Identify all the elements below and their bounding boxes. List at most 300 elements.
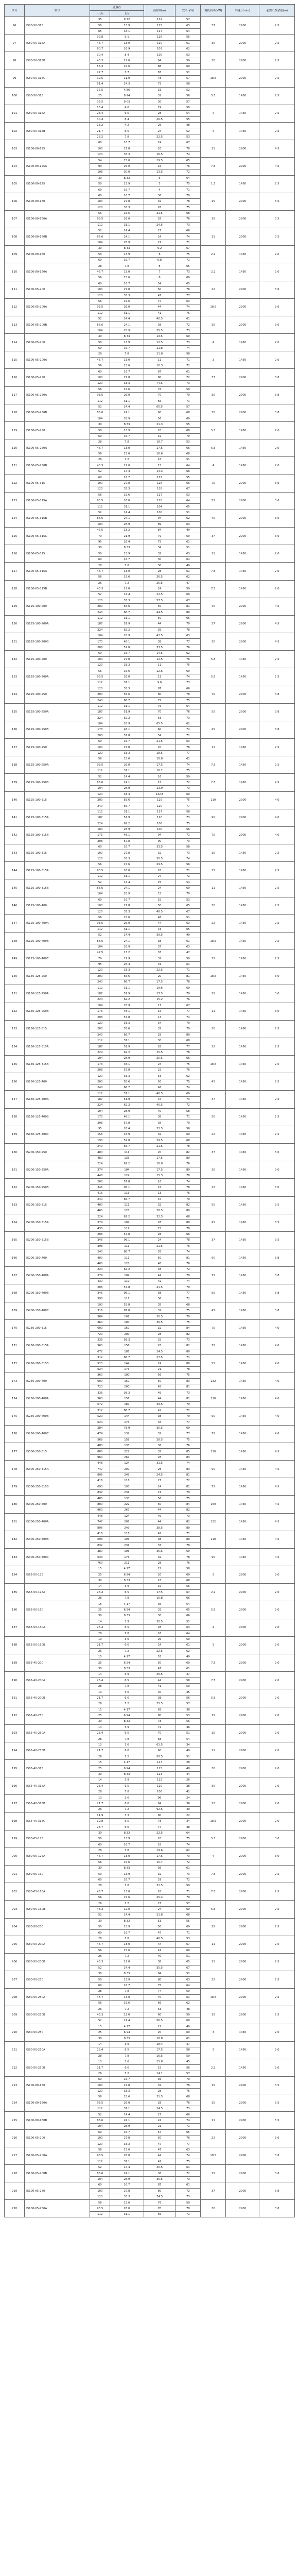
table-row	[5, 228, 295, 234]
efficiency-cell: 64	[175, 1830, 201, 1836]
head-cell: 21.5	[144, 1144, 175, 1149]
table-row	[5, 879, 295, 885]
pump-model: IS65-40-315A	[25, 1777, 90, 1795]
head-cell: 18.8	[144, 756, 175, 762]
flow-m3h-cell: 374	[90, 1273, 110, 1278]
flow-ls-cell: 3.9	[110, 1619, 144, 1624]
head-cell: 25.5	[144, 1056, 175, 1061]
efficiency-cell: 79	[175, 991, 201, 996]
speed-cell: 2900	[226, 369, 259, 386]
head-cell: 38	[144, 1290, 175, 1296]
npsh-cell: 2.0	[259, 1619, 295, 1636]
flow-m3h-cell: 374	[90, 1167, 110, 1173]
flow-m3h-cell: 30	[90, 175, 110, 181]
table-row	[5, 844, 295, 850]
flow-ls-cell: 7.2	[110, 2006, 144, 2012]
npsh-cell: 4.5	[259, 140, 295, 158]
flow-m3h-cell: 104	[90, 891, 110, 897]
efficiency-cell: 63	[175, 2147, 201, 2153]
flow-ls-cell: 26.4	[110, 961, 144, 967]
head-cell: 24	[144, 1238, 175, 1243]
speed-cell: 1450	[226, 968, 259, 985]
npsh-cell: 3.5	[259, 1196, 295, 1214]
head-cell: 28	[144, 1454, 175, 1460]
flow-m3h-cell: 21.7	[90, 128, 110, 134]
flow-m3h-cell: 336	[90, 1337, 110, 1343]
head-cell: 117	[144, 809, 175, 815]
efficiency-cell: 56	[175, 93, 201, 99]
efficiency-cell: 72	[175, 1103, 201, 1108]
table-row	[5, 2112, 295, 2117]
efficiency-cell: 75	[175, 1079, 201, 1084]
efficiency-cell: 74	[175, 345, 201, 351]
flow-m3h-cell: 30	[90, 1830, 110, 1836]
flow-m3h-cell: 112	[90, 504, 110, 510]
speed-cell: 2900	[226, 633, 259, 651]
flow-ls-cell: 7.8	[110, 1936, 144, 1941]
flow-ls-cell: 24.1	[110, 234, 144, 240]
flow-ls-cell: 6.94	[110, 2029, 144, 2035]
flow-ls-cell: 267	[110, 1454, 144, 1460]
flow-m3h-cell: 60	[90, 897, 110, 903]
flow-m3h-cell: 32.5	[90, 99, 110, 105]
head-cell: 32	[144, 93, 175, 99]
flow-ls-cell: 66.7	[110, 1249, 144, 1255]
table-row	[5, 2129, 295, 2135]
head-cell: 46	[144, 1085, 175, 1091]
efficiency-cell: 75	[175, 2159, 201, 2164]
pump-model: IS100-80-125	[25, 140, 90, 158]
head-cell: 29	[144, 105, 175, 110]
head-cell: 27	[144, 1901, 175, 1906]
pump-number: 179	[5, 1478, 25, 1496]
flow-m3h-cell: 60	[90, 739, 110, 744]
pump-model: IS80-50-250	[25, 1971, 90, 1989]
flow-m3h-cell: 14	[90, 1724, 110, 1730]
efficiency-cell: 73	[175, 340, 201, 345]
efficiency-cell: 62	[175, 1848, 201, 1853]
efficiency-cell: 67	[175, 1942, 201, 1947]
efficiency-cell: 73	[175, 1871, 201, 1877]
efficiency-cell: 83	[175, 1378, 201, 1384]
flow-ls-cell: 18.1	[110, 28, 144, 34]
flow-ls-cell: 26.0	[110, 393, 144, 398]
flow-m3h-cell: 26	[90, 580, 110, 586]
pump-number: 119	[5, 421, 25, 439]
npsh-cell: 2.5	[259, 175, 295, 193]
speed-cell: 1450	[226, 950, 259, 968]
speed-cell: 2900	[226, 1672, 259, 1689]
head-cell: 13.5	[144, 334, 175, 340]
motor-power-cell: 11	[201, 1936, 226, 1953]
pump-model: IS100-65-315C	[25, 527, 90, 545]
table-row	[5, 1971, 295, 1977]
flow-ls-cell: 14.4	[110, 2112, 144, 2117]
pump-model: IS80-50-250	[25, 2024, 90, 2041]
flow-ls-cell: 132	[110, 1431, 144, 1437]
flow-m3h-cell: 158	[90, 1132, 110, 1138]
npsh-cell: 3.5	[259, 193, 295, 210]
pump-model: IS65-50-160B	[25, 1636, 90, 1654]
flow-m3h-cell: 104	[90, 944, 110, 950]
head-cell: 27	[144, 2112, 175, 2117]
flow-m3h-cell: 47.5	[90, 950, 110, 956]
table-row	[5, 774, 295, 779]
flow-m3h-cell: 832	[90, 1490, 110, 1496]
motor-power-cell: 11	[201, 140, 226, 158]
speed-cell: 1450	[226, 1355, 259, 1372]
flow-m3h-cell: 15	[90, 1654, 110, 1659]
pump-number: 116	[5, 369, 25, 386]
efficiency-cell: 75	[175, 662, 201, 668]
motor-power-cell: 75	[201, 1267, 226, 1284]
head-cell: 60	[144, 727, 175, 733]
npsh-cell: 2.5	[259, 1126, 295, 1143]
motor-power-cell: 22	[201, 281, 226, 298]
npsh-cell: 3.5	[259, 2112, 295, 2129]
head-cell: 30.5	[144, 1314, 175, 1319]
head-cell: 15.8	[144, 2059, 175, 2064]
flow-ls-cell: 28.9	[110, 944, 144, 950]
flow-m3h-cell: 430	[90, 1226, 110, 1231]
head-cell: 44	[144, 304, 175, 310]
head-cell: 63	[144, 2006, 175, 2012]
table-row	[5, 633, 295, 639]
flow-ls-cell: 6.0	[110, 1695, 144, 1701]
flow-ls-cell: 7.2	[110, 1648, 144, 1654]
flow-m3h-cell: 747	[90, 1519, 110, 1525]
efficiency-cell: 58	[175, 809, 201, 815]
head-cell: 28	[144, 2088, 175, 2094]
head-cell: 27	[144, 228, 175, 234]
efficiency-cell: 54	[175, 111, 201, 116]
table-row	[5, 1478, 295, 1484]
efficiency-cell: 61	[175, 1666, 201, 1671]
table-row	[5, 1091, 295, 1096]
efficiency-cell: 78	[175, 1049, 201, 1055]
flow-ls-cell: 26.0	[110, 762, 144, 768]
flow-ls-cell: 27.8	[110, 903, 144, 908]
flow-ls-cell: 207	[110, 1466, 144, 1472]
pump-model: IS200-150-315	[25, 1196, 90, 1214]
npsh-cell: 2.5	[259, 1038, 295, 1055]
motor-power-cell: 3	[201, 2024, 226, 2041]
efficiency-cell: 61	[175, 961, 201, 967]
motor-power-cell: 30	[201, 52, 226, 70]
table-row	[5, 897, 295, 903]
speed-cell: 2900	[226, 1601, 259, 1619]
pump-model: IS125-100-250A	[25, 703, 90, 721]
efficiency-cell: 62	[175, 2001, 201, 2006]
efficiency-cell: 59	[175, 1883, 201, 1889]
pump-number: 208	[5, 1989, 25, 2006]
table-row	[5, 968, 295, 973]
flow-m3h-cell: 120	[90, 2088, 110, 2094]
table-row	[5, 1619, 295, 1624]
head-cell: 34	[144, 1020, 175, 1026]
flow-ls-cell: 13.9	[110, 551, 144, 556]
flow-m3h-cell: 90	[90, 163, 110, 169]
table-row	[5, 1179, 295, 1184]
head-cell: 44	[144, 1677, 175, 1683]
flow-ls-cell: 51.9	[110, 815, 144, 821]
flow-m3h-cell: 208	[90, 1067, 110, 1073]
flow-ls-cell: 14.4	[110, 1912, 144, 1918]
npsh-cell: 2.5	[259, 17, 295, 35]
efficiency-cell: 51	[175, 70, 201, 75]
pump-model: IS125-100-250	[25, 686, 90, 703]
efficiency-cell: 73	[175, 269, 201, 275]
npsh-cell: 4.0	[259, 1355, 295, 1372]
flow-m3h-cell: 43.3	[90, 58, 110, 63]
efficiency-cell: 49	[175, 2024, 201, 2029]
head-cell: 18.8	[144, 2036, 175, 2041]
flow-ls-cell: 26.0	[110, 2100, 144, 2106]
flow-m3h-cell: 187	[90, 991, 110, 996]
efficiency-cell: 74	[175, 856, 201, 861]
pump-number: 190	[5, 1672, 25, 1689]
motor-power-cell: 37	[201, 1144, 226, 1161]
flow-ls-cell: 16.7	[110, 474, 144, 480]
speed-cell: 1450	[226, 1003, 259, 1020]
flow-ls-cell: 27.8	[110, 199, 144, 205]
flow-ls-cell: 12.0	[110, 586, 144, 591]
npsh-cell: 4.0	[259, 1337, 295, 1354]
pump-model: IS250-200-400B	[25, 1408, 90, 1425]
speed-cell: 1450	[226, 1372, 259, 1390]
head-cell: 6	[144, 175, 175, 181]
head-cell: 22	[144, 1566, 175, 1572]
flow-ls-cell: 26.0	[110, 674, 144, 680]
head-cell: 44	[144, 1507, 175, 1513]
flow-ls-cell: 62.2	[110, 1267, 144, 1273]
speed-cell: 2900	[226, 703, 259, 721]
motor-power-cell: 110	[201, 791, 226, 809]
table-row	[5, 404, 295, 410]
flow-m3h-cell: 28	[90, 563, 110, 568]
speed-cell: 1450	[226, 1161, 259, 1179]
npsh-cell: 2.5	[259, 844, 295, 862]
flow-ls-cell: 16.7	[110, 2182, 144, 2188]
flow-ls-cell: 43.9	[110, 1132, 144, 1138]
flow-m3h-cell: 120	[90, 486, 110, 492]
npsh-cell: 2.0	[259, 439, 295, 457]
head-cell: 70	[144, 393, 175, 398]
flow-m3h-cell: 25	[90, 1607, 110, 1613]
pump-number: 115	[5, 351, 25, 369]
pump-number: 206	[5, 1953, 25, 1971]
npsh-cell: 2.0	[259, 1724, 295, 1742]
flow-ls-cell: 15.6	[110, 386, 144, 392]
speed-cell: 2900	[226, 298, 259, 316]
head-cell: 94	[144, 516, 175, 521]
flow-ls-cell: 26.0	[110, 498, 144, 504]
head-cell: 33	[144, 87, 175, 93]
flow-ls-cell: 31.1	[110, 2212, 144, 2217]
pump-model: IS125-100-315	[25, 791, 90, 809]
flow-m3h-cell: 13	[90, 1636, 110, 1642]
flow-ls-cell: 7.2	[110, 1901, 144, 1906]
motor-power-cell: 11	[201, 739, 226, 756]
efficiency-cell: 82	[175, 1202, 201, 1208]
pump-model: IS300-250-315B	[25, 1478, 90, 1496]
efficiency-cell: 64	[175, 28, 201, 34]
speed-cell: 2900	[226, 1654, 259, 1671]
flow-m3h-cell: 208	[90, 1179, 110, 1184]
pump-model: IS100-80-160A	[25, 2094, 90, 2112]
motor-power-cell: 55	[201, 492, 226, 510]
motor-power-cell: 30	[201, 1760, 226, 1777]
flow-m3h-cell: 16.4	[90, 105, 110, 110]
flow-ls-cell: 7.8	[110, 1848, 144, 1853]
efficiency-cell: 74	[175, 1461, 201, 1466]
motor-power-cell: 55	[201, 1196, 226, 1214]
pump-number: 178	[5, 1461, 25, 1478]
efficiency-cell: 72	[175, 1478, 201, 1484]
efficiency-cell: 62	[175, 721, 201, 726]
flow-ls-cell: 62.2	[110, 627, 144, 633]
head-cell: 35.5	[144, 1965, 175, 1971]
table-row	[5, 421, 295, 427]
flow-m3h-cell: 100	[90, 656, 110, 662]
efficiency-cell: 59	[175, 586, 201, 591]
pump-model: IS80-50-250B	[25, 2059, 90, 2076]
flow-ls-cell: 207	[110, 1519, 144, 1525]
efficiency-cell: 74	[175, 2153, 201, 2159]
flow-m3h-cell: 26	[90, 1807, 110, 1812]
efficiency-cell: 59	[175, 386, 201, 392]
npsh-cell: 2.5	[259, 123, 295, 140]
flow-ls-cell: 66.7	[110, 979, 144, 985]
pump-model: IS100-65-315B	[25, 580, 90, 598]
efficiency-cell: 79	[175, 621, 201, 627]
npsh-cell: 2.5	[259, 2006, 295, 2024]
flow-m3h-cell: 52	[90, 316, 110, 321]
flow-m3h-cell: 208	[90, 838, 110, 844]
efficiency-cell: 52	[175, 1971, 201, 1977]
head-cell: 11	[144, 662, 175, 668]
head-cell: 44	[144, 1942, 175, 1947]
table-row	[5, 1724, 295, 1730]
table-row	[5, 1425, 295, 1431]
pump-number: 136	[5, 721, 25, 738]
head-cell: 108	[144, 1789, 175, 1794]
flow-m3h-cell: 240	[90, 609, 110, 615]
efficiency-cell: 48	[175, 123, 201, 128]
table-row	[5, 1830, 295, 1836]
pump-model: IS200-150-250	[25, 1144, 90, 1161]
efficiency-cell: 66	[175, 1056, 201, 1061]
speed-cell: 2900	[226, 527, 259, 545]
flow-m3h-cell: 15	[90, 2024, 110, 2029]
flow-ls-cell: 187	[110, 1402, 144, 1408]
efficiency-cell: 77	[175, 2141, 201, 2147]
flow-ls-cell: 16.9	[110, 46, 144, 52]
flow-m3h-cell: 13	[90, 1742, 110, 1748]
flow-ls-cell: 16.7	[110, 651, 144, 656]
head-cell: 110	[144, 815, 175, 821]
flow-m3h-cell: 240	[90, 1085, 110, 1091]
head-cell: 32	[144, 2082, 175, 2088]
head-cell: 8	[144, 251, 175, 257]
flow-ls-cell: 55.6	[110, 691, 144, 697]
motor-power-cell: 30	[201, 2200, 226, 2217]
motor-power-cell: 4	[201, 105, 226, 122]
flow-m3h-cell: 173	[90, 833, 110, 838]
flow-m3h-cell: 46.7	[90, 40, 110, 46]
efficiency-cell: 71	[175, 2124, 201, 2129]
flow-m3h-cell: 93.5	[90, 498, 110, 504]
flow-ls-cell: 24.1	[110, 779, 144, 785]
flow-m3h-cell: 56	[90, 2001, 110, 2006]
flow-ls-cell: 158	[110, 1437, 144, 1443]
head-cell: 74.5	[144, 2194, 175, 2199]
efficiency-cell: 63	[175, 23, 201, 28]
flow-m3h-cell: 30.4	[90, 52, 110, 58]
flow-m3h-cell: 56	[90, 914, 110, 920]
head-cell: 16	[144, 1179, 175, 1184]
flow-m3h-cell: 46.7	[90, 269, 110, 275]
speed-cell: 2900	[226, 1812, 259, 1830]
flow-ls-cell: 14.4	[110, 592, 144, 598]
flow-m3h-cell: 100	[90, 2082, 110, 2088]
flow-m3h-cell: 364	[90, 1314, 110, 1319]
pump-model: IS125-100-400A	[25, 914, 90, 932]
head-cell: 28	[144, 568, 175, 574]
flow-m3h-cell: 60	[90, 651, 110, 656]
flow-ls-cell: 7.8	[110, 563, 144, 568]
head-cell: 24	[144, 1061, 175, 1067]
flow-ls-cell: 7.2	[110, 1701, 144, 1707]
flow-m3h-cell: 60.7	[90, 46, 110, 52]
pump-model: IS125-100-250	[25, 739, 90, 756]
efficiency-cell: 61	[175, 1642, 201, 1648]
flow-ls-cell: 7.8	[110, 1683, 144, 1689]
npsh-cell: 3.5	[259, 2077, 295, 2094]
flow-m3h-cell: 30	[90, 1866, 110, 1871]
npsh-cell: 3.6	[259, 2129, 295, 2147]
flow-ls-cell: 57.8	[110, 1231, 144, 1237]
efficiency-cell: 64	[175, 498, 201, 504]
head-cell: 87	[144, 2182, 175, 2188]
speed-cell: 1450	[226, 421, 259, 439]
motor-power-cell: 15	[201, 210, 226, 228]
flow-m3h-cell: 104	[90, 633, 110, 639]
head-cell: 65.5	[144, 404, 175, 410]
npsh-cell: 4.5	[259, 1513, 295, 1531]
efficiency-cell: 67	[175, 1965, 201, 1971]
efficiency-cell: 58	[175, 351, 201, 357]
speed-cell: 2900	[226, 2182, 259, 2200]
speed-cell: 1450	[226, 1249, 259, 1267]
flow-m3h-cell: 93.5	[90, 2153, 110, 2159]
pump-model: IS125-100-315A	[25, 809, 90, 826]
flow-ls-cell: 128	[110, 1208, 144, 1214]
head-cell: 61.5	[144, 1742, 175, 1748]
flow-m3h-cell: 60	[90, 844, 110, 850]
efficiency-cell: 72	[175, 2171, 201, 2176]
flow-m3h-cell: 56	[90, 862, 110, 868]
head-cell: 56	[144, 1372, 175, 1378]
efficiency-cell: 71	[175, 1408, 201, 1413]
motor-power-cell: 37	[201, 369, 226, 386]
table-row	[5, 369, 295, 375]
efficiency-cell: 73	[175, 680, 201, 686]
efficiency-cell: 63	[175, 944, 201, 950]
flow-m3h-cell: 28	[90, 1683, 110, 1689]
efficiency-cell: 68	[175, 1912, 201, 1918]
head-cell: 48	[144, 1261, 175, 1266]
